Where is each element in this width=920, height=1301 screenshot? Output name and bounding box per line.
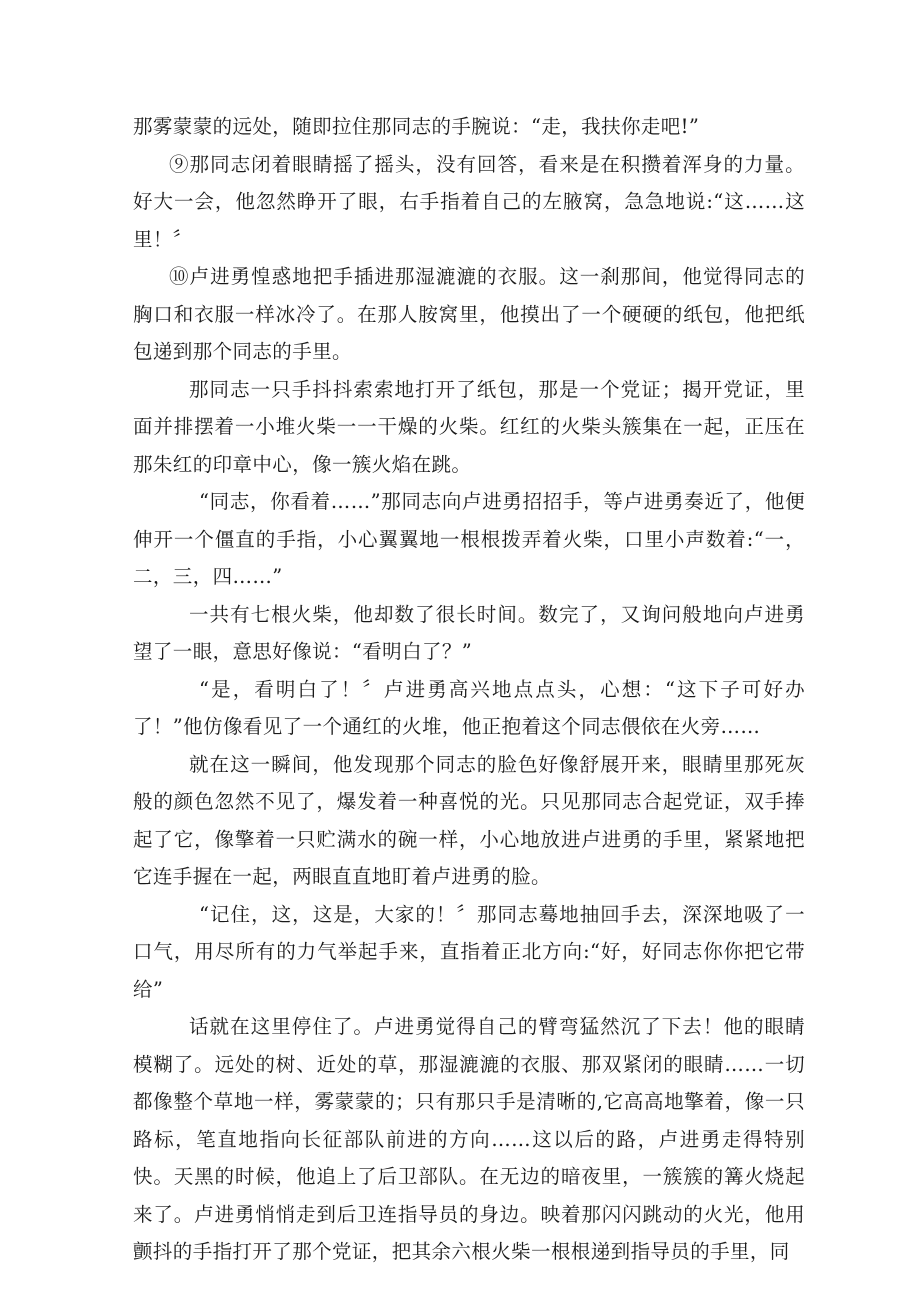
paragraph-7: “是，看明白了！〞卢进勇高兴地点点头，心想：“这下子可好办了！”他仿像看见了一个通红的火堆，他正抱着这个同志偎依在火旁…… [133,677,805,738]
paragraph-9: “记住，这，这是，大家的！〞那同志蓦地抽回手去，深深地吸了一口气，用尽所有的力气举起手来，直指着正北方向:“好，好同志你你把它带给” [133,902,805,1001]
paragraph-4: 那同志一只手抖抖索索地打开了纸包，那是一个党证；揭开党证，里面并排摆着一小堆火柴一一干燥的火柴。红红的火柴头簇集在一起，正压在那朱红的印章中心，像一簇火焰在跳。 [133,377,805,476]
paragraph-2: ⑨那同志闭着眼睛摇了摇头，没有回答，看来是在积攒着浑身的力量。好大一会，他忽然睁开了眼，右手指着自己的左腋窝，急急地说:“这……这里！〞 [133,152,805,251]
paragraph-6: 一共有七根火柴，他却数了很长时间。数完了，又询问般地向卢进勇望了一眼，意思好像说：“看明白了？” [133,602,805,663]
paragraph-1: 那雾蒙蒙的远处，随即拉住那同志的手腕说：“走，我扶你走吧!” [133,115,700,138]
paragraph-5: “同志，你看着……”那同志向卢进勇招招手，等卢进勇奏近了，他便伸开一个僵直的手指，小心翼翼地一根根拨弄着火柴，口里小声数着:“一，二，三，四……” [133,490,805,588]
paragraph-10: 话就在这里停住了。卢进勇觉得自己的臂弯猛然沉了下去！他的眼睛模糊了。远处的树、近处的草，那湿漉漉的衣服、那双紧闭的眼睛……一切都像整个草地一样，雾蒙蒙的；只有那只手是清晰的,它高高地擎着，像一只路标，笔直地指向长征部队前进的方向……这以后的路，卢进勇走得特别快。天黑的时候，他追上了后卫部队。在无边的暗夜里，一簇簇的篝火烧起来了。卢进勇悄悄走到后卫连指导员的身边。映着那闪闪跳动的火光，他用颤抖的手指打开了那个党证，把其余六根火柴一根根递到指导员的手里，同 [133,1015,805,1263]
document-page [133,108,805,1271]
paragraph-3: ⑩卢进勇惶惑地把手插进那湿漉漉的衣服。这一刹那间，他觉得同志的胸口和衣服一样冰冷了。在那人胺窝里，他摸出了一个硬硬的纸包，他把纸包递到那个同志的手里。 [133,265,805,363]
paragraph-8: 就在这一瞬间，他发现那个同志的脸色好像舒展开来，眼睛里那死灰般的颜色忽然不见了，爆发着一种喜悦的光。只见那同志合起党证，双手捧起了它，像擎着一只贮满水的碗一样，小心地放进卢进勇的手里，紧紧地把它连手握在一起，两眼直直地盯着卢进勇的脸。 [133,752,805,888]
